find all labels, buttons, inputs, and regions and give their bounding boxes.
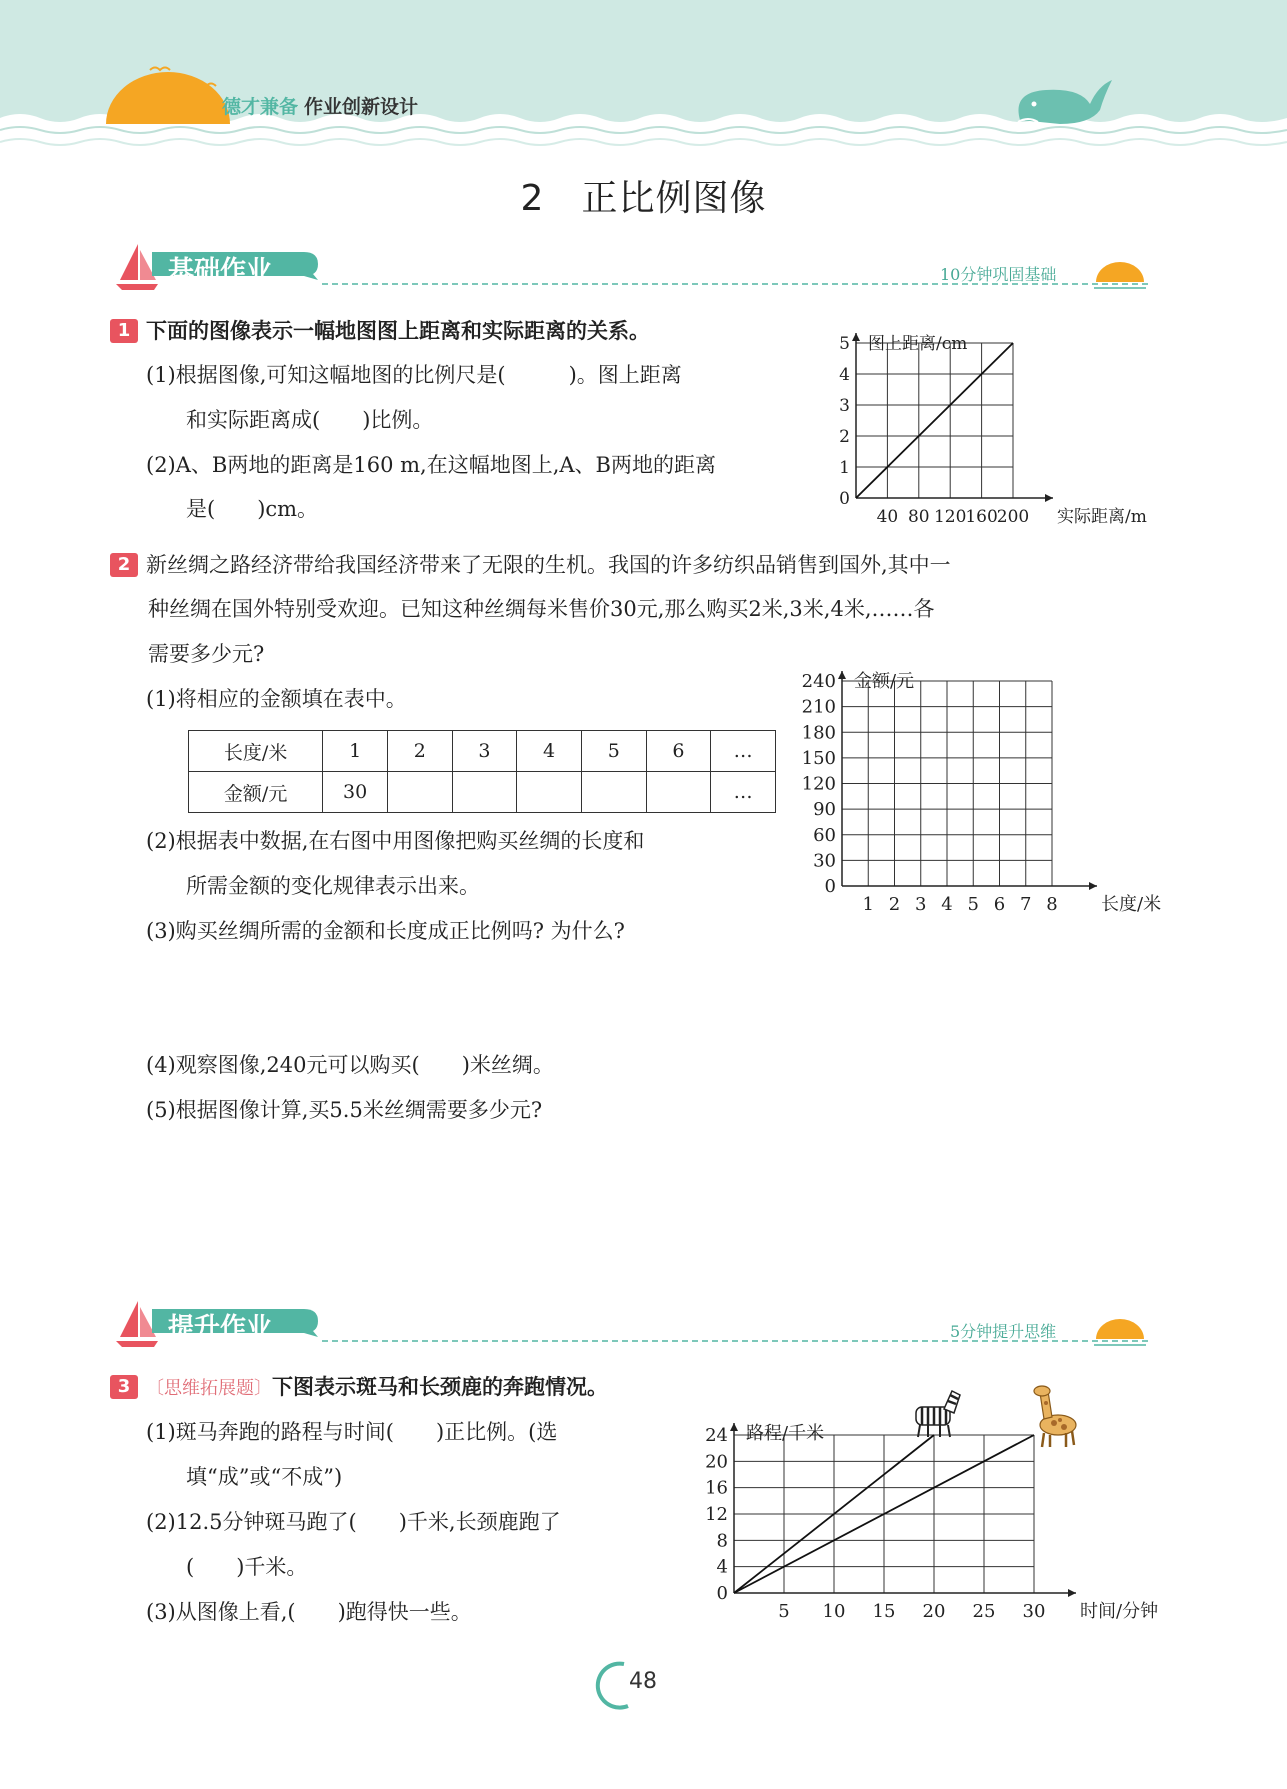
y-tick-label: 1	[839, 458, 850, 478]
y-tick-label: 30	[813, 850, 836, 872]
table-cell[interactable]	[581, 772, 646, 813]
section-title-advanced: 提升作业	[168, 1313, 273, 1343]
q2-part1: (1)将相应的金额填在表中。	[146, 687, 407, 711]
brand-name: 德才兼备	[222, 96, 299, 118]
q3-part2-line1: (2)12.5分钟斑马跑了( )千米,长颈鹿跑了	[146, 1510, 561, 1534]
q1-stem-line	[110, 316, 650, 346]
x-tick-label: 15	[872, 1601, 896, 1622]
y-tick-label: 120	[801, 773, 836, 795]
x-tick-label: 20	[922, 1601, 946, 1622]
q3-part1-line2: 填“成”或“不成”)	[186, 1465, 343, 1489]
q1-number: 1	[110, 319, 138, 343]
x-tick-label: 4	[941, 894, 953, 915]
y-tick-label: 8	[716, 1530, 728, 1552]
header-decoration	[0, 0, 1287, 160]
table-cell[interactable]	[646, 772, 711, 813]
q3-stem-line	[110, 1372, 608, 1404]
series-line-图上距离	[856, 343, 1013, 498]
table-row	[189, 772, 776, 813]
page-number: 48	[629, 1669, 657, 1694]
y-tick-label: 90	[813, 799, 836, 821]
x-tick-label: 200	[996, 507, 1030, 527]
chart-map-distance	[830, 320, 1160, 530]
series-name: 作业创新设计	[304, 96, 419, 118]
q2-part2-line2: 所需金额的变化规律表示出来。	[186, 874, 480, 898]
x-axis-label: 时间/分钟	[1080, 1601, 1159, 1622]
brand-line	[222, 92, 418, 119]
y-tick-label: 4	[839, 365, 850, 385]
y-tick-label: 24	[705, 1425, 728, 1446]
y-axis-arrow	[838, 671, 846, 679]
sun-icon	[106, 72, 230, 124]
table-cell[interactable]	[452, 772, 517, 813]
x-axis-arrow	[1045, 494, 1053, 502]
q2-part2-line1: (2)根据表中数据,在右图中用图像把购买丝绸的长度和	[146, 829, 645, 853]
q2-part4: (4)观察图像,240元可以购买( )米丝绸。	[146, 1053, 554, 1077]
x-tick-label: 7	[1020, 894, 1032, 915]
x-tick-label: 8	[1046, 894, 1058, 915]
table-cell[interactable]	[517, 772, 582, 813]
section-note-basic: 10分钟巩固基础	[940, 265, 1057, 284]
x-tick-label: 40	[876, 507, 899, 527]
x-axis-arrow	[1068, 1589, 1076, 1597]
y-axis-label: 路程/千米	[746, 1423, 825, 1444]
q2-line1	[110, 550, 951, 580]
y-tick-label: 12	[705, 1504, 728, 1525]
table-cell: …	[711, 731, 776, 772]
q2-number: 2	[110, 553, 138, 577]
y-tick-label: 2	[839, 427, 850, 447]
zebra-icon	[916, 1391, 960, 1437]
y-axis-label: 图上距离/cm	[868, 334, 968, 354]
whale-icon	[1018, 80, 1112, 124]
q1-part1-line1: (1)根据图像,可知这幅地图的比例尺是( )。图上距离	[146, 363, 682, 387]
sailboat-icon	[116, 244, 158, 290]
q3-stem: 下图表示斑马和长颈鹿的奔跑情况。	[272, 1375, 608, 1399]
x-tick-label: 5	[778, 1601, 790, 1622]
y-tick-label: 0	[824, 876, 836, 897]
table-cell: 6	[646, 731, 711, 772]
x-tick-label: 25	[972, 1601, 996, 1622]
y-tick-label: 180	[801, 722, 836, 744]
x-tick-label: 120	[933, 507, 967, 527]
x-tick-label: 80	[907, 507, 930, 527]
section-title-basic: 基础作业	[168, 256, 273, 286]
table-cell: 3	[452, 731, 517, 772]
x-tick-label: 30	[1022, 1601, 1046, 1622]
y-axis-arrow	[730, 1423, 738, 1431]
q3-part1-line1: (1)斑马奔跑的路程与时间( )正比例。(选	[146, 1420, 558, 1444]
y-tick-label: 3	[839, 396, 850, 416]
sailboat-icon	[116, 1301, 158, 1347]
x-tick-label: 6	[993, 894, 1006, 915]
y-tick-label: 210	[801, 696, 836, 718]
table-cell: …	[711, 772, 776, 813]
table-cell: 2	[388, 731, 453, 772]
y-tick-label: 0	[716, 1583, 728, 1604]
x-axis-label: 长度/米	[1101, 894, 1162, 915]
table-cell: 1	[323, 731, 388, 772]
y-tick-label: 16	[705, 1477, 728, 1499]
y-tick-label: 0	[839, 489, 850, 509]
y-tick-label: 4	[716, 1556, 728, 1578]
table-cell[interactable]	[388, 772, 453, 813]
sun-icon	[1094, 1319, 1146, 1345]
table-cell[interactable]: 30	[323, 772, 388, 813]
chart-zebra-giraffe	[700, 1385, 1160, 1630]
q2-part3: (3)购买丝绸所需的金额和长度成正比例吗? 为什么?	[146, 919, 625, 943]
q2-text-line1: 新丝绸之路经济带给我国经济带来了无限的生机。我国的许多纺织品销售到国外,其中一	[146, 553, 951, 577]
q1-part2-line2: 是( )cm。	[186, 497, 319, 521]
y-tick-label: 5	[839, 334, 850, 354]
page-title: 2 正比例图像	[520, 178, 767, 219]
x-tick-label: 160	[965, 507, 998, 527]
x-tick-label: 10	[822, 1601, 846, 1622]
x-tick-label: 1	[862, 894, 874, 915]
q1-part2-line1: (2)A、B两地的距离是160 m,在这幅地图上,A、B两地的距离	[146, 453, 716, 477]
y-axis-arrow	[852, 333, 860, 341]
table-cell: 金额/元	[189, 772, 323, 813]
sun-icon	[1094, 262, 1146, 288]
x-tick-label: 3	[915, 894, 927, 915]
y-axis-label: 金额/元	[854, 671, 915, 692]
section-note-advanced: 5分钟提升思维	[950, 1322, 1057, 1341]
y-tick-label: 20	[705, 1451, 728, 1473]
x-axis-label: 实际距离/m	[1057, 507, 1147, 527]
table-cell: 长度/米	[189, 731, 323, 772]
x-tick-label: 5	[967, 894, 979, 915]
table-cell: 5	[581, 731, 646, 772]
table-row	[189, 731, 776, 772]
x-tick-label: 2	[888, 894, 901, 915]
q2-part5: (5)根据图像计算,买5.5米丝绸需要多少元?	[146, 1098, 543, 1122]
y-tick-label: 60	[813, 824, 836, 846]
y-tick-label: 150	[801, 747, 836, 769]
q3-tag: 〔思维拓展题〕	[146, 1378, 272, 1399]
q3-part2-line2: ( )千米。	[186, 1555, 308, 1579]
q3-part3: (3)从图像上看,( )跑得快一些。	[146, 1600, 472, 1624]
chart-silk-price	[800, 648, 1162, 918]
giraffe-icon	[1034, 1386, 1076, 1447]
q1-part1-line2: 和实际距离成( )比例。	[186, 408, 434, 432]
q2-line3: 需要多少元?	[148, 642, 265, 666]
x-axis-arrow	[1089, 882, 1097, 890]
y-tick-label: 240	[801, 671, 836, 692]
q3-number: 3	[110, 1375, 138, 1399]
table-cell: 4	[517, 731, 582, 772]
q2-line2: 种丝绸在国外特别受欢迎。已知这种丝绸每米售价30元,那么购买2米,3米,4米,……各	[148, 597, 935, 621]
q2-table	[188, 730, 776, 813]
q1-stem: 下面的图像表示一幅地图图上距离和实际距离的关系。	[146, 319, 650, 343]
